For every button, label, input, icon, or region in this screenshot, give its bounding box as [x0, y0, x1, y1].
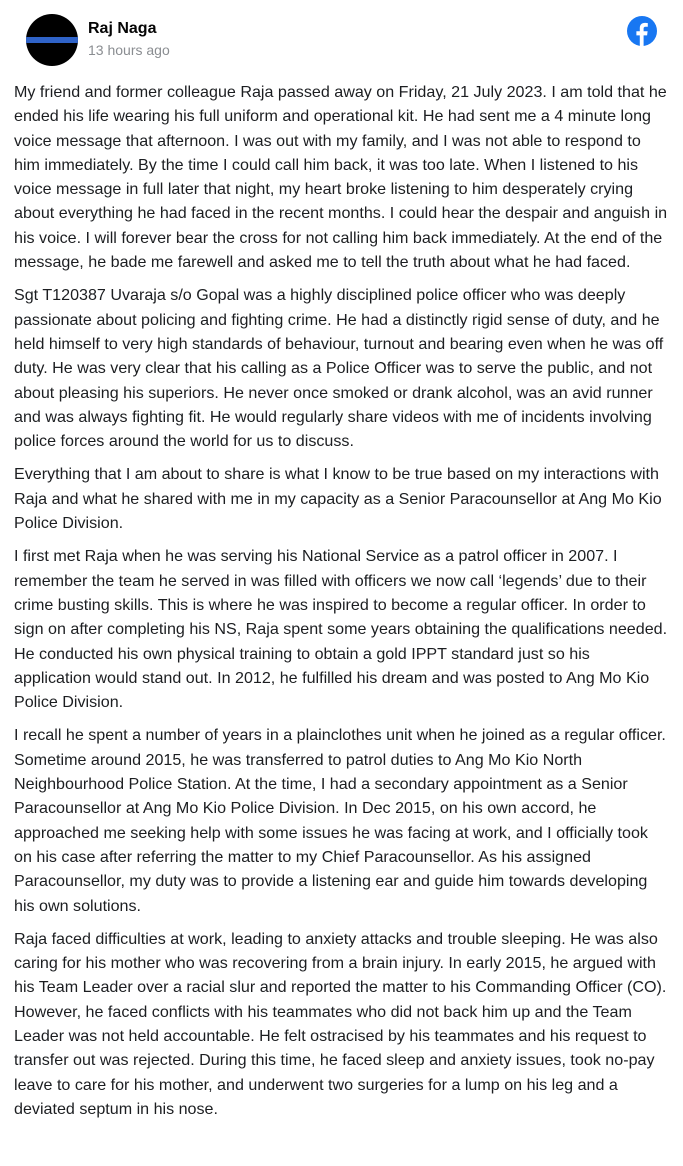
paragraph: Sgt T120387 Uvaraja s/o Gopal was a highly disciplined police officer who was deeply passionate about policing and fighting crime. He had a distinctly rigid sense of duty, and he held himself to very high standards of behaviour, turnout and bearing even when he was off duty. He was very clear that his calling as a Police Officer was to serve the public, and not about pleasing his superiors. He never once smoked or drank alcohol, was an avid runner and was always fighting fit. He would regularly share videos with me of incidents involving police forces around the world for us to discuss.	[14, 286, 664, 451]
paragraph: I first met Raja when he was serving his National Service as a patrol officer in 2007. I remember the team he served in was filled with officers we now call ‘legends’ due to their crime busting skills. This is where he was inspired to become a regular officer. In order to sign on after completing his NS, Raja spent some years obtaining the qualifications needed. He conducted his own physical training to obtain a gold IPPT standard just so his application would stand out. In 2012, he fulfilled his dream and was posted to Ang Mo Kio Police Division.	[14, 547, 668, 712]
avatar-stripe	[26, 37, 78, 43]
post-header	[14, 0, 669, 80]
avatar[interactable]	[26, 14, 78, 66]
paragraph: My friend and former colleague Raja passed away on Friday, 21 July 2023. I am told that he ended his life wearing his full uniform and operational kit. He had sent me a 4 minute long voice message that afternoon. I was out with my family, and I was not able to respond to him immediately. By the time I could call him back, it was too late. When I listened to his voice message in full later that night, my heart broke listening to him desperately crying about everything he had faced in the recent months. I could hear the despair and anguish in his voice. I will forever bear the cross for not calling him back immediately. At the end of the message, he bade me farewell and asked me to tell the truth about what he had faced.	[14, 83, 668, 272]
facebook-icon[interactable]	[627, 16, 657, 46]
paragraph: Everything that I am about to share is what I know to be true based on my interactions with Raja and what he shared with me in my capacity as a Senior Paracounsellor at Ang Mo Kio Police Division.	[14, 465, 662, 533]
post-timestamp[interactable]: 13 hours ago	[88, 42, 170, 58]
author-name[interactable]: Raj Naga	[88, 20, 157, 37]
post-body	[14, 80, 669, 1121]
paragraph: Raja faced difficulties at work, leading to anxiety attacks and trouble sleeping. He was also caring for his mother who was recovering from a brain injury. In early 2015, he argued with his Team Leader over a racial slur and reported the matter to his Commanding Officer (CO). However, he faced conflicts with his teammates who did not back him up and the Team Leader was not held accountable. He felt ostracised by his teammates and his request to transfer out was rejected. During this time, he faced sleep and anxiety issues, took no-pay leave to care for his mother, and underwent two surgeries for a lump on his leg and a deviated septum in his nose.	[14, 929, 667, 1118]
paragraph: I recall he spent a number of years in a plainclothes unit when he joined as a regular officer. Sometime around 2015, he was transferred to patrol duties to Ang Mo Kio North Neighbourhood Police Station. At the time, I had a secondary appointment as a Senior Paracounsellor at Ang Mo Kio Police Division. In Dec 2015, on his own accord, he approached me seeking help with some issues he was facing at work, and I officially took on his case after referring the matter to my Chief Paracounsellor. As his assigned Paracounsellor, my duty was to provide a listening ear and guide him towards developing his own solutions.	[14, 726, 666, 915]
